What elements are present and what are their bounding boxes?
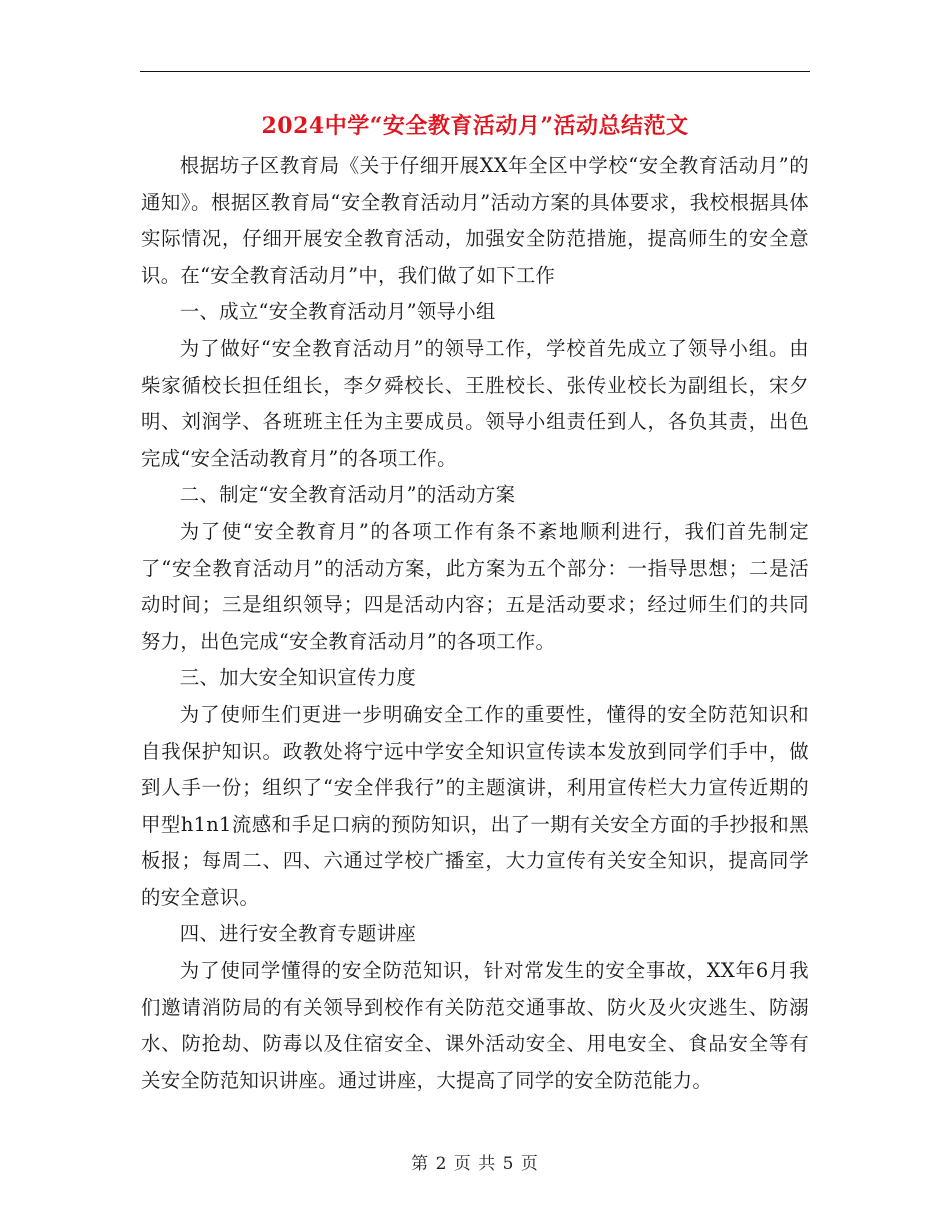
paragraph-intro: 根据坊子区教育局《关于仔细开展XX年全区中学校“安全教育活动月”的通知》。根据区教育局“安全教育活动月”活动方案的具体要求，我校根据具体实际情况，仔细开展安全教育活动，加强安全防范措施，提高师生的安全意识。在“安全教育活动月”中，我们做了如下工作 [141,154,809,287]
document-title: 2024中学“安全教育活动月”活动总结范文 [261,113,689,139]
section-heading-3: 三、加大安全知识宣传力度 [179,666,417,690]
paragraph-section-2: 为了使“安全教育月”的各项工作有条不紊地顺利进行，我们首先制定了“安全教育活动月”的活动方案，此方案为五个部分：一指导思想；二是活动时间；三是组织领导；四是活动内容；五是活动要求；经过师生们的共同努力，出色完成“安全教育活动月”的各项工作。 [141,519,809,653]
section-heading-2: 二、制定“安全教育活动月”的活动方案 [179,483,516,507]
document-body [141,148,809,1099]
paragraph-section-4: 为了使同学懂得的安全防范知识，针对常发生的安全事故，XX年6月我们邀请消防局的有关领导到校作有关防范交通事故、防火及火灾逃生、防溺水、防抢劫、防毒以及住宿安全、课外活动安全、用电安全、食品安全等有关安全防范知识讲座。通过讲座，大提高了同学的安全防范能力。 [141,959,809,1092]
paragraph-section-1: 为了做好“安全教育活动月”的领导工作，学校首先成立了领导小组。由柴家循校长担任组长，李夕舜校长、王胜校长、张传业校长为副组长，宋夕明、刘润学、各班班主任为主要成员。领导小组责任到人，各负其责，出色完成“安全活动教育月”的各项工作。 [141,336,809,470]
page-number: 第 2 页 共 5 页 [411,1154,539,1174]
section-heading-1: 一、成立“安全教育活动月”领导小组 [179,300,496,324]
paragraph-section-3: 为了使师生们更进一步明确安全工作的重要性，懂得的安全防范知识和自我保护知识。政教处将宁远中学安全知识宣传读本发放到同学们手中，做到人手一份；组织了“安全伴我行”的主题演讲，利用宣传栏大力宣传近期的甲型h1n1流感和手足口病的预防知识，出了一期有关安全方面的手抄报和黑板报；每周二、四、六通过学校广播室，大力宣传有关安全知识，提高同学的安全意识。 [141,702,809,909]
section-heading-4: 四、进行安全教育专题讲座 [179,922,417,946]
header-rule [140,71,810,72]
